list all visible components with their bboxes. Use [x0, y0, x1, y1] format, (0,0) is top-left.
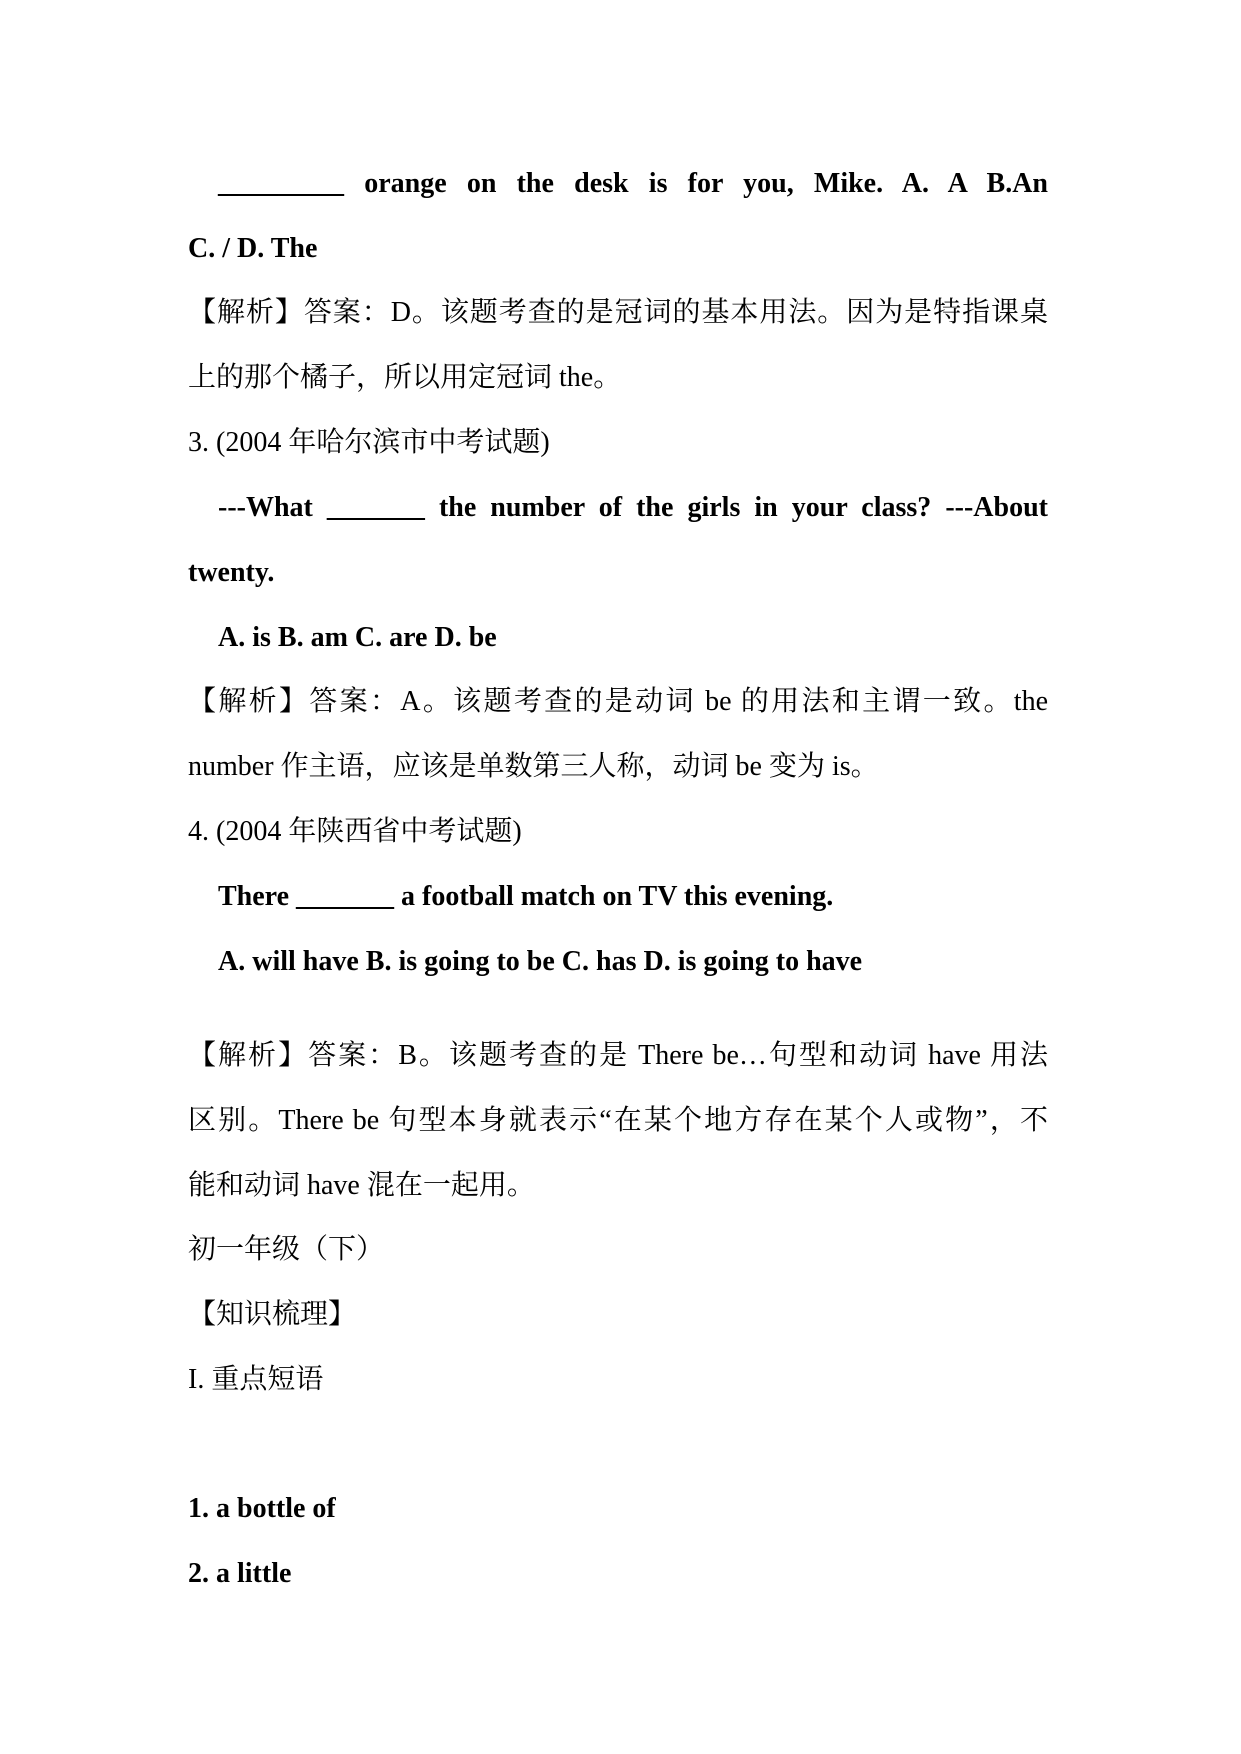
question-3-stem-cont: twenty.	[188, 557, 275, 588]
analysis-3-line-1: 【解析】答案：A。该题考查的是动词 be 的用法和主谓一致。the	[188, 686, 1048, 717]
analysis-2-line-2: 上的那个橘子，所以用定冠词 the。	[188, 362, 622, 393]
analysis-4-line-1: 【解析】答案：B。该题考查的是 There be…句型和动词 have 用法	[188, 1040, 1048, 1071]
question-3-heading: 3. (2004 年哈尔滨市中考试题)	[188, 427, 550, 458]
key-phrases-heading: I. 重点短语	[188, 1364, 324, 1395]
analysis-3-line-2: number 作主语，应该是单数第三人称，动词 be 变为 is。	[188, 751, 879, 782]
question-2-options-cont: C. / D. The	[188, 233, 318, 264]
question-3-stem: ---What _______ the number of the girls in your class? ---About	[218, 492, 1048, 523]
question-3-options: A. is B. am C. are D. be	[218, 622, 497, 653]
knowledge-section-heading: 【知识梳理】	[188, 1299, 357, 1330]
analysis-2-line-1: 【解析】答案：D。该题考查的是冠词的基本用法。因为是特指课桌	[188, 297, 1048, 328]
question-2-stem: _________ orange on the desk is for you, Mike. A. A B.An	[218, 168, 1048, 199]
analysis-4-line-3: 能和动词 have 混在一起用。	[188, 1170, 535, 1201]
analysis-4-line-2: 区别。There be 句型本身就表示“在某个地方存在某个人或物”，不	[188, 1105, 1048, 1136]
grade-heading: 初一年级（下）	[188, 1234, 385, 1265]
question-4-stem: There _______ a football match on TV this evening.	[218, 881, 834, 912]
question-4-heading: 4. (2004 年陕西省中考试题)	[188, 816, 522, 847]
question-4-options: A. will have B. is going to be C. has D. is going to have	[218, 946, 863, 977]
phrase-item-1: 1. a bottle of	[188, 1493, 336, 1524]
phrase-item-2: 2. a little	[188, 1558, 292, 1589]
